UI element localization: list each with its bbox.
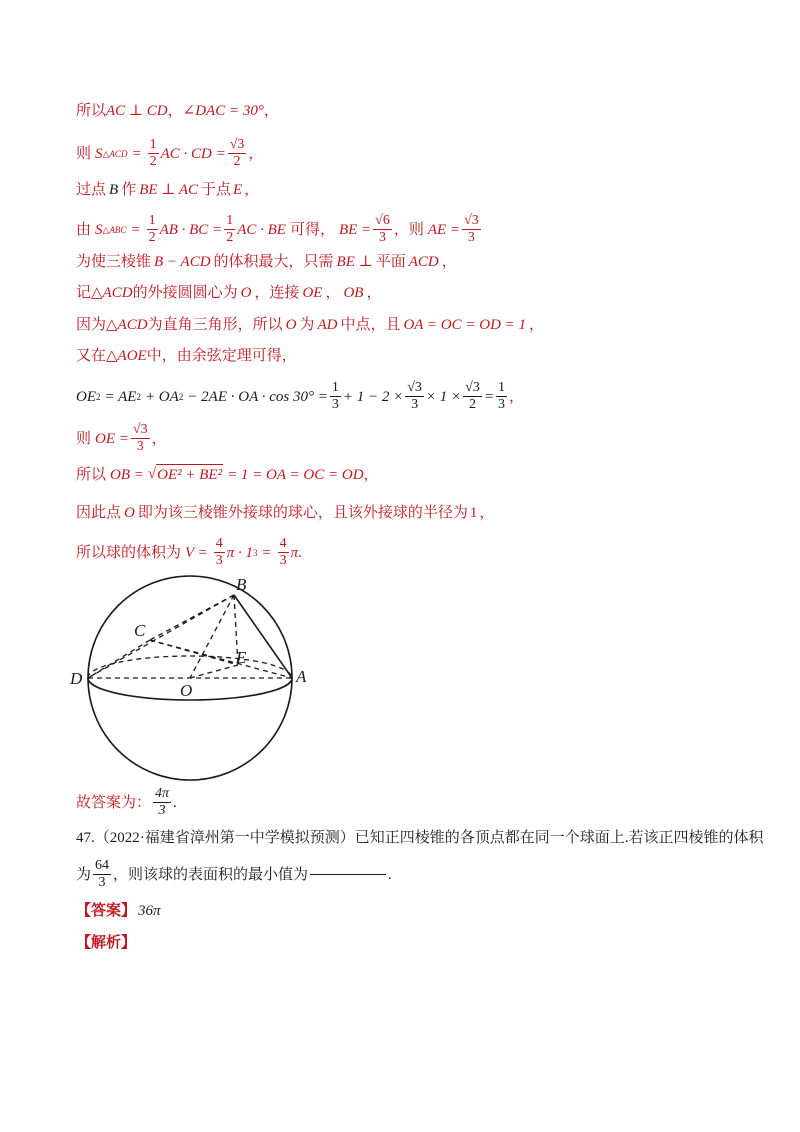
text: 又在 bbox=[76, 348, 107, 364]
label-C: C bbox=[134, 621, 146, 640]
fraction: $\frac{√3}{3}$ bbox=[132, 422, 148, 454]
question-47-line-1 bbox=[76, 828, 764, 848]
math: △AOE bbox=[106, 348, 147, 364]
edge-CE bbox=[150, 640, 238, 665]
fraction: $\frac{1}{3}$ bbox=[331, 380, 339, 412]
fraction: $\frac{1}{3}$ bbox=[497, 380, 505, 412]
text: 则 bbox=[76, 430, 92, 447]
solution-line-7 bbox=[76, 315, 544, 335]
math: OB = bbox=[110, 466, 144, 483]
fraction: $\frac{1}{2}$ bbox=[148, 213, 156, 245]
solution-line-8 bbox=[76, 346, 297, 366]
label-B: B bbox=[236, 575, 247, 594]
math: △ACD bbox=[91, 285, 133, 301]
fraction: $\frac{4}{3}$ bbox=[215, 536, 223, 568]
sphere-figure bbox=[66, 568, 326, 788]
math: = bbox=[130, 221, 141, 238]
text: 平面 bbox=[375, 254, 406, 270]
math: AC ⊥ CD bbox=[106, 103, 168, 119]
solution-line-4 bbox=[76, 213, 483, 246]
math: BE ⊥ bbox=[336, 254, 373, 270]
solution-line-11 bbox=[76, 464, 379, 485]
text: ， bbox=[441, 254, 457, 270]
solution-line-2 bbox=[76, 137, 263, 170]
text: ， bbox=[151, 430, 167, 447]
fraction: $\frac{1}{2}$ bbox=[149, 137, 157, 169]
text: 的体积最大，只需 bbox=[213, 254, 334, 270]
math: B − ACD bbox=[154, 254, 211, 270]
fraction: $\frac{√3}{2}$ bbox=[465, 380, 480, 412]
math: AC · BE bbox=[237, 221, 286, 238]
math: = bbox=[483, 388, 494, 405]
math: AE = bbox=[427, 221, 461, 238]
math: AB · BC = bbox=[159, 221, 223, 238]
math: B bbox=[109, 182, 119, 198]
text: 中，由余弦定理可得， bbox=[146, 348, 297, 364]
text: 因为 bbox=[76, 317, 107, 333]
math: 1 bbox=[469, 505, 478, 521]
answer-label-line bbox=[76, 901, 161, 921]
answer-line bbox=[76, 786, 177, 819]
solution-line-13 bbox=[76, 536, 302, 569]
math: = bbox=[131, 145, 142, 162]
square-root: √ OE² + BE² bbox=[147, 466, 223, 483]
fraction: $\frac{1}{2}$ bbox=[226, 213, 234, 245]
solution-line-9 bbox=[76, 380, 524, 413]
label-D: D bbox=[70, 669, 83, 688]
text: 中点，且 bbox=[340, 317, 401, 333]
edge-OE bbox=[190, 665, 238, 678]
math: O bbox=[124, 505, 135, 521]
answer-value: 36π bbox=[138, 903, 161, 919]
edge-BC bbox=[150, 595, 234, 640]
fraction: $\frac{√3}{3}$ bbox=[407, 380, 422, 412]
text: ， bbox=[366, 285, 382, 301]
math: OB bbox=[343, 285, 364, 301]
math: = 1 = OA = OC = OD bbox=[227, 466, 364, 483]
text: 因此点 bbox=[76, 505, 122, 521]
text: ， bbox=[363, 466, 379, 483]
math: OE = bbox=[95, 430, 129, 447]
text: ， bbox=[167, 103, 183, 119]
text: ，连接 bbox=[254, 285, 300, 301]
question-47-line-2 bbox=[76, 858, 392, 891]
text: 所以 bbox=[76, 466, 107, 483]
text: 所以球的体积为 bbox=[76, 544, 182, 561]
math: + OA bbox=[144, 388, 179, 405]
math: OA = OC = OD = 1 bbox=[403, 317, 527, 333]
analysis-label: 【解析】 bbox=[76, 935, 137, 951]
text: ， bbox=[325, 285, 341, 301]
superscript: 2 bbox=[96, 391, 101, 402]
math: ACD bbox=[408, 254, 439, 270]
math: AD bbox=[317, 317, 338, 333]
text: 则 bbox=[76, 145, 92, 162]
math: V = bbox=[185, 544, 208, 561]
superscript: 2 bbox=[136, 391, 141, 402]
math: π bbox=[290, 544, 299, 561]
text: 的外接圆圆心为 bbox=[132, 285, 238, 301]
math: π · 1 bbox=[226, 544, 254, 561]
text: ， bbox=[508, 388, 524, 405]
text: 为使三棱锥 bbox=[76, 254, 152, 270]
superscript: 2 bbox=[178, 391, 184, 402]
analysis-label-line bbox=[76, 933, 136, 953]
fraction: $\frac{√3}{2}$ bbox=[229, 137, 245, 169]
text: 为 bbox=[76, 866, 92, 883]
math: AC · CD = bbox=[160, 145, 226, 162]
fraction: $\frac{√3}{3}$ bbox=[464, 213, 479, 245]
math: ∠DAC = 30° bbox=[182, 103, 264, 119]
math: BE ⊥ AC bbox=[139, 182, 199, 198]
text: ， bbox=[244, 182, 260, 198]
text: ，则该球的表面积的最小值为 bbox=[113, 866, 309, 883]
text: 为直角三角形，所以 bbox=[147, 317, 283, 333]
fraction: $\frac{√6}{3}$ bbox=[375, 213, 390, 245]
fraction: $\frac{4}{3}$ bbox=[279, 536, 287, 568]
text: ， bbox=[479, 505, 495, 521]
math: S bbox=[95, 221, 103, 238]
fraction: $\frac{4\pi}{3}$ bbox=[155, 786, 170, 818]
text: . bbox=[388, 866, 392, 883]
solution-line-5 bbox=[76, 252, 457, 272]
subscript: △ABC bbox=[102, 224, 127, 235]
math: + 1 − 2 × bbox=[342, 388, 404, 405]
text: 即为该三棱锥外接球的球心，且该外接球的半径为 bbox=[137, 505, 468, 521]
math: = AE bbox=[104, 388, 137, 405]
math: S bbox=[95, 145, 103, 162]
text: 可得， bbox=[289, 221, 335, 238]
label-E: E bbox=[236, 648, 247, 667]
edge-BO bbox=[190, 595, 234, 678]
math: △ACD bbox=[106, 317, 148, 333]
text: . bbox=[173, 794, 177, 811]
solution-line-12 bbox=[76, 503, 494, 523]
fraction: $\frac{64}{3}$ bbox=[95, 858, 110, 890]
math: × 1 × bbox=[425, 388, 462, 405]
math: O bbox=[240, 285, 252, 301]
text: 故答案为： bbox=[76, 794, 152, 811]
text: . bbox=[298, 544, 302, 561]
text: ， bbox=[248, 145, 264, 162]
solution-line-6 bbox=[76, 283, 381, 303]
text: 所以 bbox=[76, 103, 107, 119]
math: = bbox=[261, 544, 272, 561]
solution-line-10 bbox=[76, 422, 167, 455]
label-O: O bbox=[180, 681, 193, 700]
text: 于点 bbox=[201, 182, 232, 198]
superscript: 3 bbox=[253, 547, 258, 558]
text: ， bbox=[529, 317, 545, 333]
solution-line-3 bbox=[76, 180, 259, 200]
question-text: 47.（2022·福建省漳州第一中学模拟预测）已知正四棱锥的各顶点都在同一个球面上.若该正四棱锥的体积 bbox=[76, 830, 764, 846]
math: − 2AE · OA · cos 30° = bbox=[187, 388, 328, 405]
solution-line-1 bbox=[76, 101, 279, 121]
subscript: △ACD bbox=[102, 148, 128, 159]
math: OE bbox=[76, 388, 96, 405]
math: O bbox=[285, 317, 297, 333]
text: ， bbox=[263, 103, 279, 119]
text: 为 bbox=[299, 317, 315, 333]
text: ，则 bbox=[393, 221, 424, 238]
answer-blank bbox=[310, 874, 386, 875]
text: 作 bbox=[121, 182, 137, 198]
text: 由 bbox=[76, 221, 92, 238]
math: E bbox=[233, 182, 243, 198]
label-A: A bbox=[296, 667, 307, 686]
math: OE bbox=[302, 285, 323, 301]
text: 记 bbox=[76, 285, 92, 301]
math: BE = bbox=[338, 221, 372, 238]
answer-label: 【答案】 bbox=[76, 903, 137, 919]
text: 过点 bbox=[76, 182, 107, 198]
